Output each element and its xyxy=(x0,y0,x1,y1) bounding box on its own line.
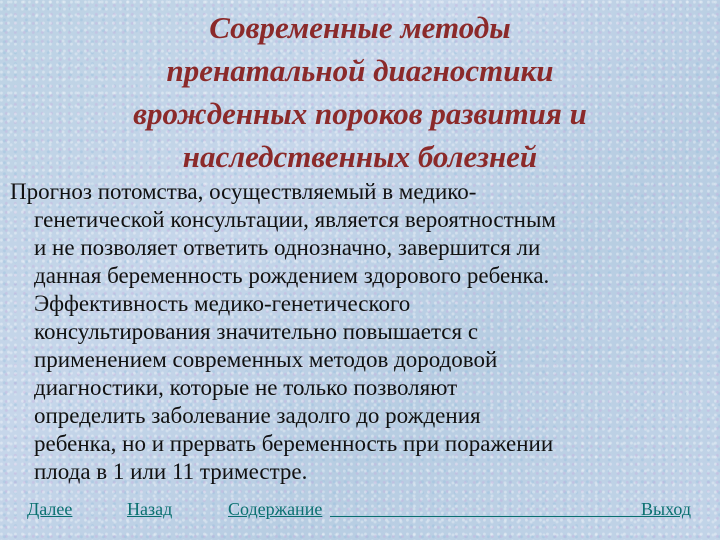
title-line: Современные методы xyxy=(209,10,511,45)
body-line: генетической консультации, является вероятностным xyxy=(34,207,556,232)
title-line: наследственных болезней xyxy=(182,139,538,174)
exit-link[interactable]: Выход xyxy=(641,499,692,519)
body-line: Эффективность медико-генетического xyxy=(34,291,411,316)
title-line: врожденных пороков развития и xyxy=(133,96,587,131)
body-line: определить заболевание задолго до рождения xyxy=(34,403,481,428)
body-line: диагностики, которые не только позволяют xyxy=(34,375,458,400)
next-link[interactable]: Далее xyxy=(27,499,73,519)
body-line: и не позволяет ответить однозначно, завершится ли xyxy=(34,235,541,260)
body-paragraph xyxy=(10,178,715,486)
body-line: применением современных методов дородовой xyxy=(34,347,498,372)
title-line: пренатальной диагностики xyxy=(166,53,554,88)
body-line: плода в 1 или 11 триместре. xyxy=(34,459,308,484)
body-line: Прогноз потомства, осуществляемый в медико- xyxy=(10,179,477,204)
body-line: данная беременность рождением здорового ребенка. xyxy=(34,263,550,288)
body-line: ребенка, но и прервать беременность при поражении xyxy=(34,431,554,456)
back-link[interactable]: Назад xyxy=(127,499,173,519)
contents-link[interactable]: Содержание xyxy=(228,499,323,519)
body-line: консультирования значительно повышается с xyxy=(34,319,479,344)
slide-title xyxy=(40,6,680,178)
contents-link-underline[interactable] xyxy=(330,516,641,517)
